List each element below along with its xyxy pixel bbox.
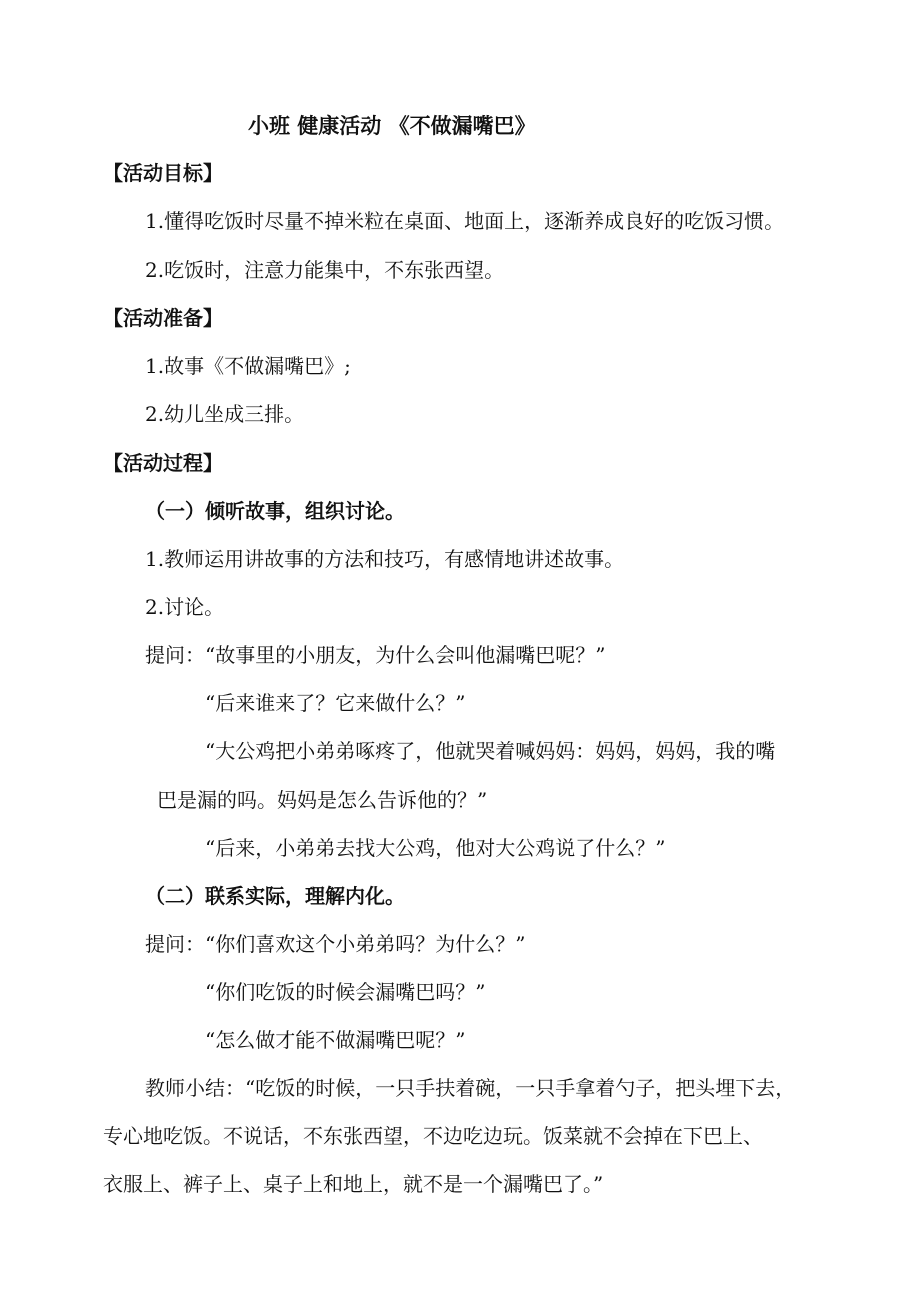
part2-question: “怎么做才能不做漏嘴巴呢？” [205,1028,466,1052]
part1-heading: （一）倾听故事，组织讨论。 [145,499,405,523]
prep-item: 1.故事《不做漏嘴巴》; [145,354,351,378]
part1-question-cont: 巴是漏的吗。妈妈是怎么告诉他的？” [157,788,488,812]
goals-heading: 【活动目标】 [103,161,223,185]
part1-question: “后来谁来了？它来做什么？” [205,691,466,715]
part2-question: “你们吃饭的时候会漏嘴巴吗？” [205,980,486,1004]
page-title: 小班 健康活动 《不做漏嘴巴》 [248,113,536,138]
summary-line: 教师小结：“吃饭的时候，一只手扶着碗，一只手拿着勺子，把头埋下去， [145,1076,796,1100]
part1-question: “大公鸡把小弟弟啄疼了，他就哭着喊妈妈：妈妈，妈妈，我的嘴 [205,739,776,763]
part2-heading: （二）联系实际，理解内化。 [145,884,405,908]
part1-question: “后来，小弟弟去找大公鸡，他对大公鸡说了什么？” [205,836,666,860]
summary-line: 专心地吃饭。不说话，不东张西望，不边吃边玩。饭菜就不会掉在下巴上、 [103,1124,763,1148]
part1-step: 1.教师运用讲故事的方法和技巧，有感情地讲述故事。 [145,547,625,571]
process-heading: 【活动过程】 [103,451,223,475]
goals-item: 2.吃饭时，注意力能集中，不东张西望。 [145,258,505,282]
prep-heading: 【活动准备】 [103,306,223,330]
goals-item: 1.懂得吃饭时尽量不掉米粒在桌面、地面上，逐渐养成良好的吃饭习惯。 [145,209,785,233]
part1-step: 2.讨论。 [145,595,225,619]
prep-item: 2.幼儿坐成三排。 [145,402,305,426]
summary-line: 衣服上、裤子上、桌子上和地上，就不是一个漏嘴巴了。” [103,1172,604,1196]
part2-question: 提问：“你们喜欢这个小弟弟吗？为什么？” [145,932,526,956]
part1-question: 提问：“故事里的小朋友，为什么会叫他漏嘴巴呢？” [145,643,606,667]
